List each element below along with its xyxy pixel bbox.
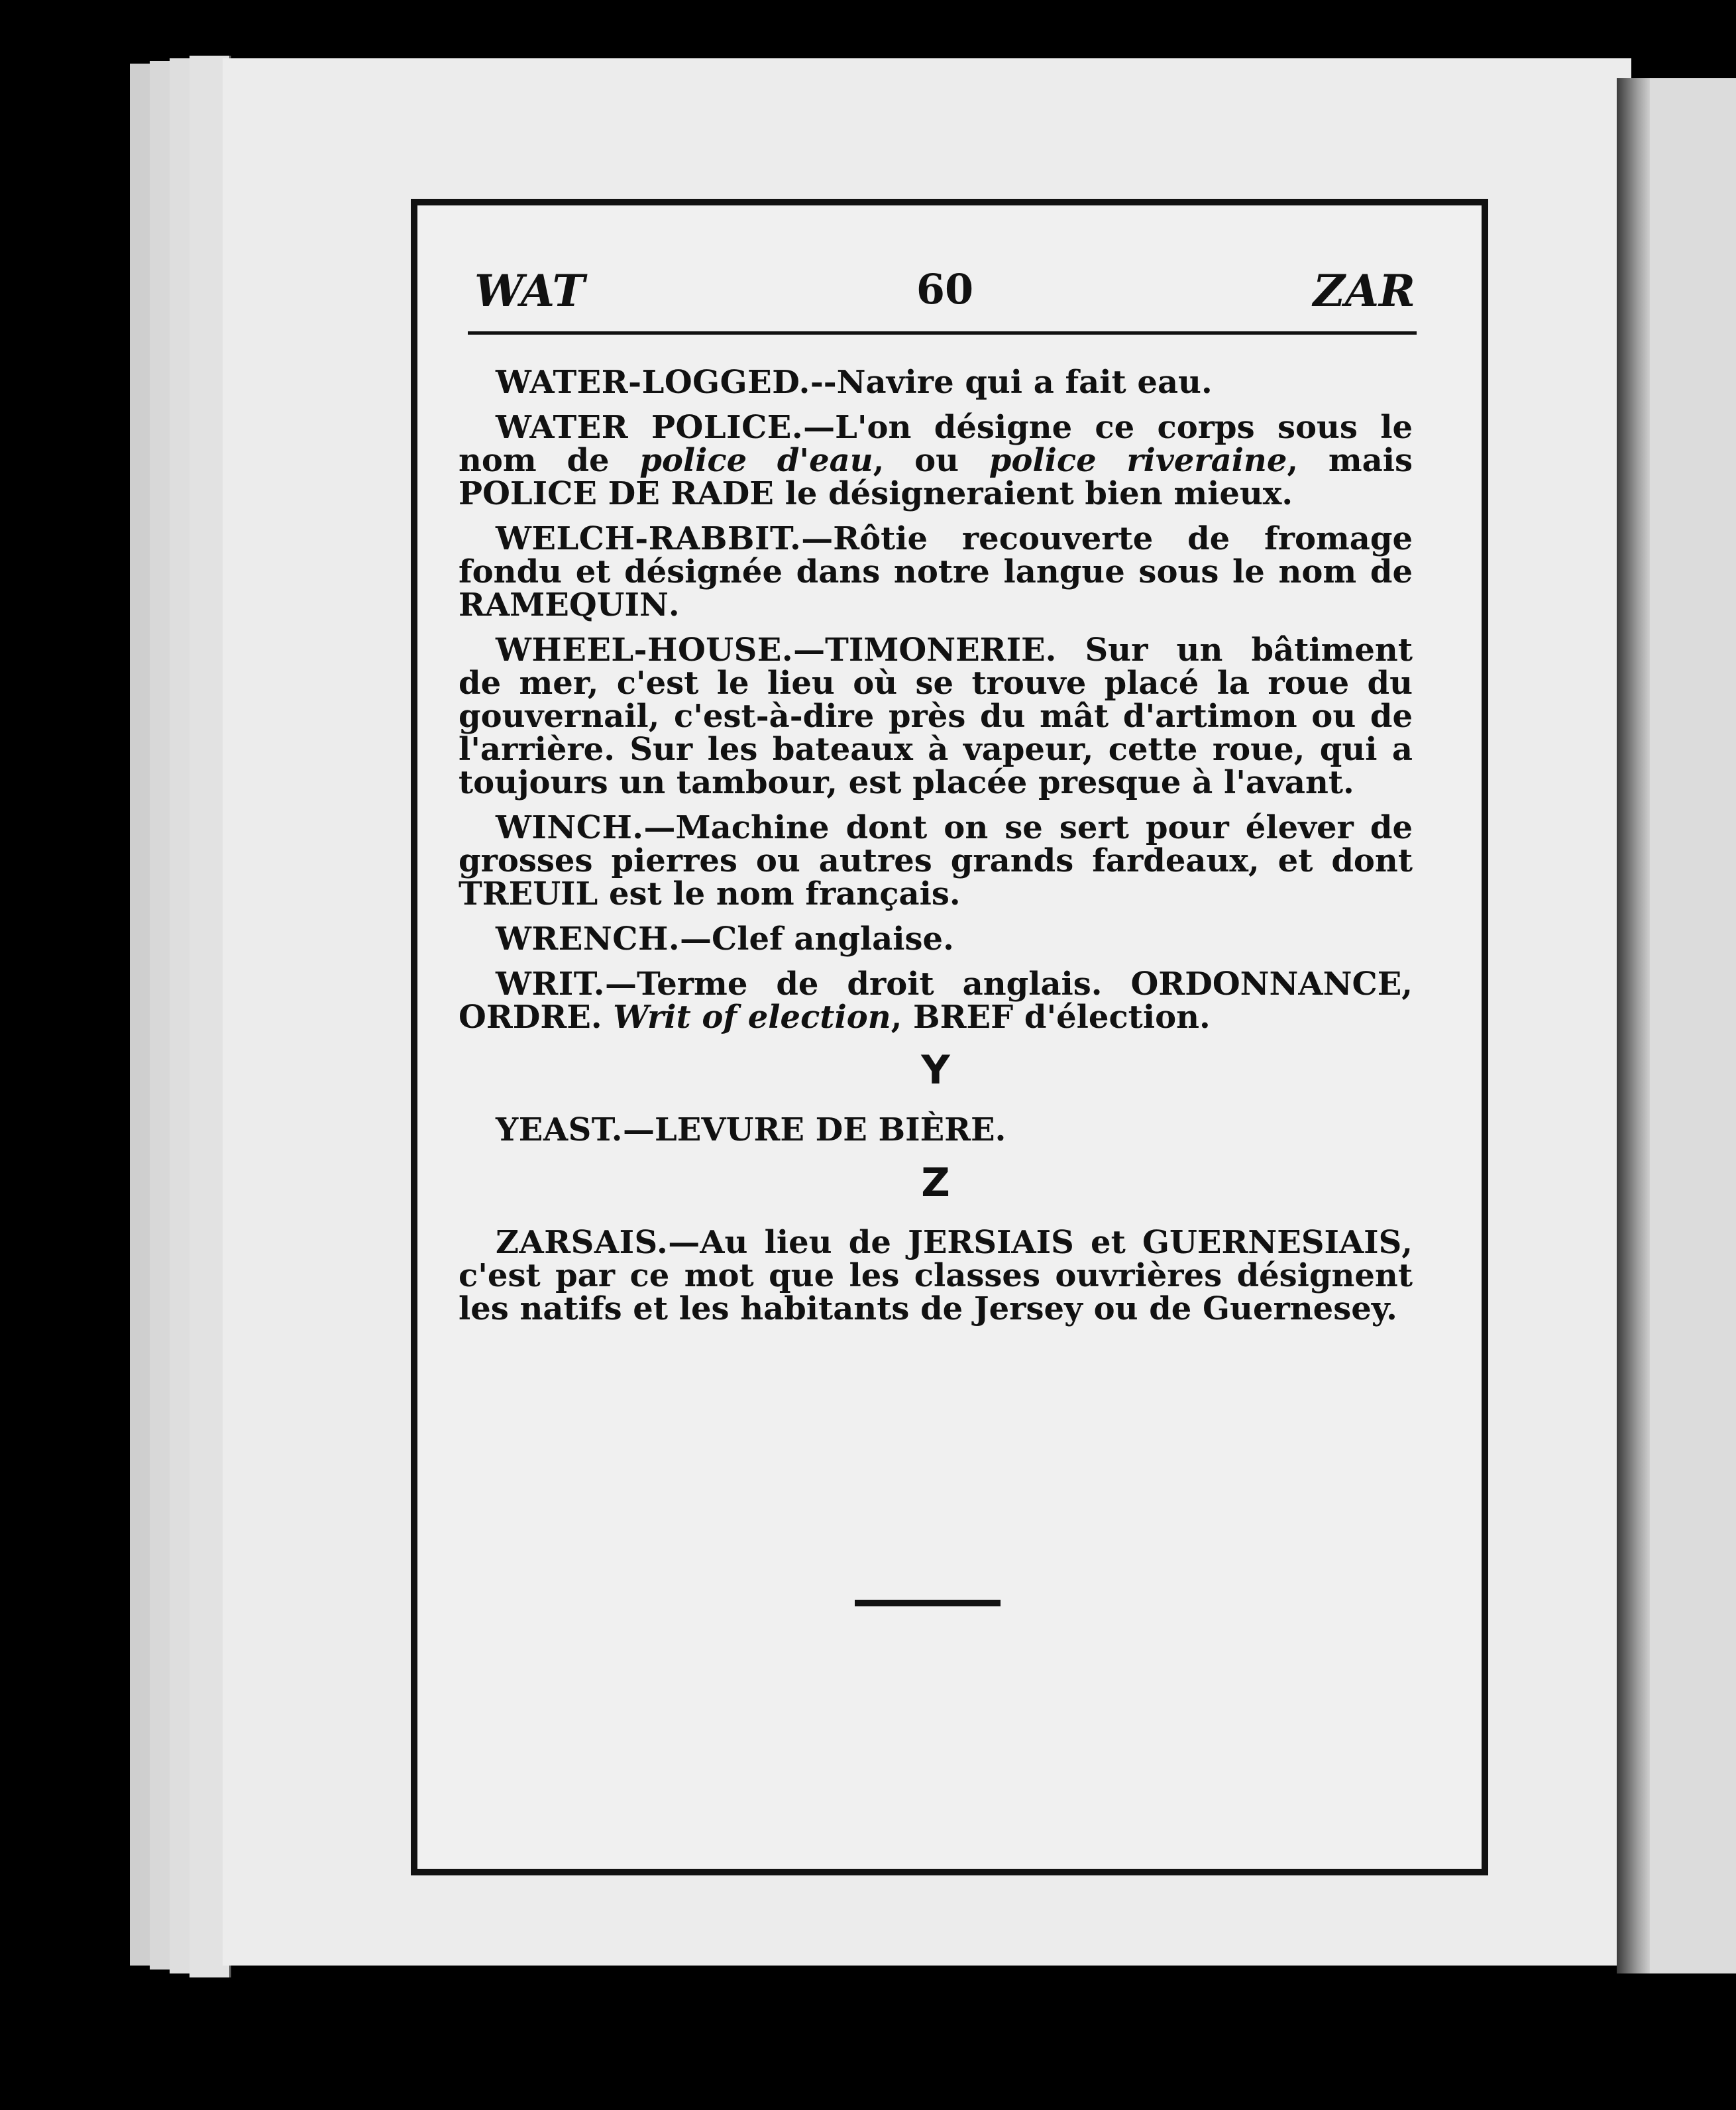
small-caps-term: GUERNESIAIS <box>1142 1224 1402 1261</box>
definition: —Clef anglaise. <box>680 920 954 958</box>
definition-text: —Machine dont on se sert pour élever de grosses pierres ou autres grands fardeaux, et dont <box>459 809 1413 879</box>
page-number: 60 <box>916 265 974 313</box>
headword: WHEEL-HOUSE. <box>496 632 794 669</box>
small-caps-term: LEVURE DE BIÈRE <box>655 1111 995 1148</box>
definition-text: —L'on désigne ce corps sous le nom de <box>459 409 1413 479</box>
italic-term: police d'eau <box>639 442 873 479</box>
definition-text: . <box>668 586 680 624</box>
section-letter-y: Y <box>921 1047 950 1093</box>
definition-text: , c'est par ce mot que les classes ouvrières désignent les natifs et les habitants de Jersey ou de Guernesey. <box>459 1224 1413 1327</box>
small-caps-term: BREF <box>913 999 1014 1036</box>
definition-text: d'élection. <box>1013 999 1211 1036</box>
definition-text: . Sur un bâtiment de mer, c'est le lieu où se trouve placé la roue du gouvernail, c'est-à-dire près du mât d'artimon ou de l'arrière. Sur les bateaux à vapeur, cette roue, qui a toujours un tambour, est placée presque à l'avant. <box>459 632 1413 801</box>
definition-text: . <box>995 1111 1006 1148</box>
definition-text: —Terme de droit anglais. <box>605 966 1131 1003</box>
entry-water-police <box>459 411 1413 510</box>
definition-text: —Au lieu de <box>668 1224 908 1261</box>
entry-writ <box>459 968 1413 1034</box>
definition-text: et <box>1073 1224 1143 1261</box>
headword: WATER POLICE. <box>496 409 804 446</box>
small-caps-term: JERSIAIS <box>908 1224 1074 1261</box>
definition-text: le désigneraient bien mieux. <box>773 475 1293 512</box>
entry-yeast <box>459 1113 1413 1146</box>
definition-text: — <box>793 632 826 669</box>
header-right-guide-word: ZAR <box>1313 265 1415 317</box>
book-gutter <box>1617 78 1650 1973</box>
definition-text: —Rôtie recouverte de fromage fondu et désignée dans notre langue sous le nom de <box>459 520 1413 590</box>
definition-text: , <box>891 999 914 1036</box>
definition-text: , mais <box>1287 442 1413 479</box>
small-caps-term: TIMONERIE <box>825 632 1046 669</box>
small-caps-term: POLICE DE RADE <box>459 475 774 512</box>
header-left-guide-word: WAT <box>474 265 585 317</box>
headword: YEAST. <box>496 1111 623 1148</box>
headword: WELCH-RABBIT. <box>496 520 802 557</box>
section-letter-z: Z <box>921 1160 950 1206</box>
entry-wrench <box>459 922 1413 956</box>
entry-water-logged <box>459 366 1413 399</box>
dictionary-body <box>459 366 1413 1337</box>
headword: WATER-LOGGED. <box>496 364 810 401</box>
headword: WRENCH. <box>496 920 680 958</box>
small-caps-term: RAMEQUIN <box>459 586 669 624</box>
end-rule <box>855 1600 1001 1606</box>
entry-zarsais <box>459 1226 1413 1325</box>
small-caps-term: TREUIL <box>459 875 598 913</box>
headword: WINCH. <box>496 809 644 846</box>
entry-winch <box>459 811 1413 911</box>
small-caps-term: ORDONNANCE, ORDRE <box>459 966 1413 1036</box>
definition: --Navire qui a fait eau. <box>810 364 1213 401</box>
entry-welch-rabbit <box>459 522 1413 622</box>
italic-term: police riveraine <box>989 442 1287 479</box>
definition-text: — <box>623 1111 655 1148</box>
headword: ZARSAIS. <box>496 1224 669 1261</box>
headword: WRIT. <box>496 966 605 1003</box>
italic-term: Writ of election <box>613 999 891 1036</box>
header-rule <box>468 331 1417 335</box>
entry-wheel-house <box>459 634 1413 799</box>
definition-text: . <box>590 999 614 1036</box>
running-header <box>474 260 1415 339</box>
definition-text: , ou <box>873 442 989 479</box>
definition-text: est le nom français. <box>598 875 961 913</box>
